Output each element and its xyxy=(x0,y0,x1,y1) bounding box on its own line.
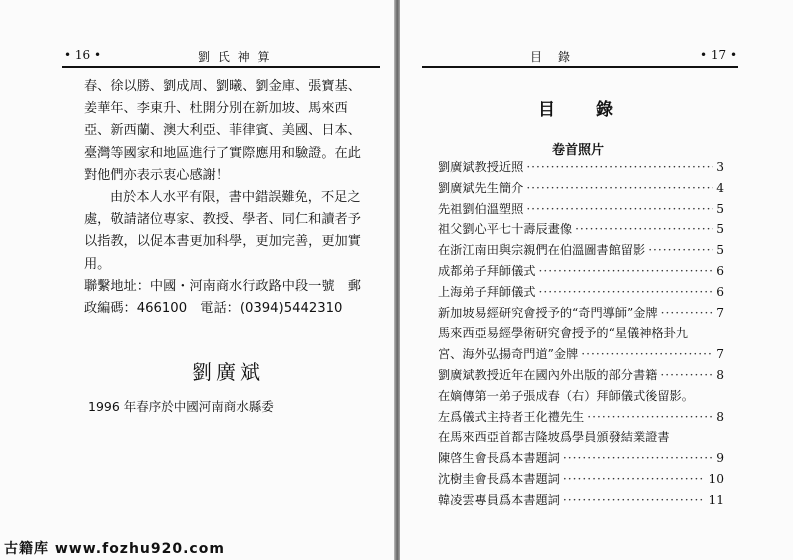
toc-entry-page: 9 xyxy=(716,451,724,466)
toc-entry[interactable] xyxy=(438,324,724,344)
toc-entry[interactable] xyxy=(438,283,724,303)
toc-leader-dots xyxy=(526,202,713,216)
toc-heading-char-1: 目 xyxy=(538,100,555,120)
paragraph-contact: 聯繫地址：中國・河南商水行政路中段一號 郵政編碼：466100 電話：(0394)5442310 xyxy=(84,278,361,317)
toc-entry[interactable] xyxy=(438,304,724,324)
toc-leader-dots xyxy=(587,410,713,424)
toc-entry[interactable] xyxy=(438,408,724,428)
toc-entry-title: 上海弟子拜師儀式 xyxy=(438,284,536,299)
toc-entry-title: 成都弟子拜師儀式 xyxy=(438,264,536,278)
toc-entry-page: 11 xyxy=(708,492,724,507)
toc-entry[interactable] xyxy=(438,345,724,365)
toc-leader-dots xyxy=(526,181,713,195)
toc-entry-page: 7 xyxy=(716,347,724,362)
left-page-number: • 16 • xyxy=(64,48,102,62)
toc-entry-page: 7 xyxy=(716,305,724,320)
toc-entry-title: 在馬來西亞首都吉隆坡爲學員頒發結業證書 xyxy=(438,430,670,445)
toc-entry-title: 劉廣斌教授近照 xyxy=(438,160,524,174)
toc-entry-title: 宮、海外弘揚奇門道”金牌 xyxy=(438,347,579,362)
toc-entry-title: 韓凌雲專員爲本書題詞 xyxy=(438,492,560,507)
left-running-title: 劉 氏 神 算 xyxy=(198,50,272,64)
toc-entry[interactable] xyxy=(438,491,724,511)
toc-entry[interactable] xyxy=(438,158,724,178)
toc-entry-title: 新加坡易經研究會授予的“奇門導師”金牌 xyxy=(438,305,658,320)
toc-section-title: 卷首照片 xyxy=(552,143,605,158)
toc-entry-page: 6 xyxy=(716,284,724,299)
toc-entry[interactable] xyxy=(438,200,724,220)
toc-entry[interactable] xyxy=(438,179,724,199)
toc-entry[interactable] xyxy=(438,428,724,448)
paragraph-modesty: 由於本人水平有限，書中錯誤難免，不足之處，敬請諸位專家、教授、學者、同仁和讀者予以指教，以促本書更加科學，更加完善，更加實用。 xyxy=(84,190,361,272)
toc-entry-page: 5 xyxy=(716,201,724,216)
toc-entry-title: 先祖劉伯溫塑照 xyxy=(438,201,524,216)
toc-entry-title: 祖父劉心平七十壽辰畫像 xyxy=(438,222,573,237)
toc-entry[interactable] xyxy=(438,387,724,407)
toc-leader-dots xyxy=(526,160,713,174)
toc-entry[interactable] xyxy=(438,449,724,469)
toc-heading-char-2: 錄 xyxy=(596,100,613,120)
toc-entry-title: 陳啓生會長爲本書題詞 xyxy=(438,451,560,466)
toc-entry-page: 6 xyxy=(716,264,724,278)
toc-entry-page: 3 xyxy=(716,160,724,174)
toc-entry-page: 8 xyxy=(716,409,724,424)
toc-entry[interactable] xyxy=(438,470,724,490)
toc-entry-title: 在浙江南田與宗親們在伯溫圖書館留影 xyxy=(438,243,646,258)
toc-entry[interactable] xyxy=(438,262,724,282)
left-page xyxy=(0,0,396,560)
right-page-number: • 17 • xyxy=(700,48,738,62)
paragraph-thanks: 春、徐以勝、劉成周、劉曦、劉金庫、張寶基、姜華年、李東升、杜開分別在新加坡、馬來西亞、新西蘭、澳大利亞、菲律賓、美國、日本、臺灣等國家和地區進行了實際應用和驗證。在此對他們亦表示衷心感謝！ xyxy=(84,79,361,183)
toc-leader-dots xyxy=(648,243,713,257)
toc-entry-page: 10 xyxy=(708,472,724,486)
toc-leader-dots xyxy=(581,347,713,361)
toc-leader-dots xyxy=(661,306,714,320)
toc-leader-dots xyxy=(563,451,713,465)
right-header-rule xyxy=(422,66,738,68)
toc-entry[interactable] xyxy=(438,220,724,240)
author-signature: 劉廣斌 xyxy=(192,360,264,384)
watermark: 古籍库 www.fozhu920.com xyxy=(4,541,225,557)
toc-leader-dots xyxy=(660,368,713,382)
toc-entry-title: 沈樹圭會長爲本書題詞 xyxy=(438,472,560,486)
toc-leader-dots xyxy=(539,285,714,299)
toc-leader-dots xyxy=(575,222,713,236)
toc-leader-dots xyxy=(539,264,714,278)
toc-entry[interactable] xyxy=(438,241,724,261)
toc-leader-dots xyxy=(563,493,706,507)
toc-entry-page: 8 xyxy=(716,368,724,382)
right-running-title: 目 錄 xyxy=(530,50,573,64)
toc-entry[interactable] xyxy=(438,366,724,386)
date-line: 1996 年春序於中國河南商水縣委 xyxy=(88,399,274,414)
toc-entry-page: 5 xyxy=(716,222,724,237)
toc-entry-title: 在嫡傳第一弟子張成春（右）拜師儀式後留影。 xyxy=(438,388,694,403)
preface-text xyxy=(84,76,374,320)
toc-entry-page: 5 xyxy=(716,243,724,258)
toc-leader-dots xyxy=(563,472,706,486)
toc-entry-title: 馬來西亞易經學術研究會授予的“星儀神格卦九 xyxy=(438,326,688,341)
left-header-rule xyxy=(62,66,380,68)
toc-entry-title: 劉廣斌教授近年在國內外出版的部分書籍 xyxy=(438,368,658,382)
toc-entry-title: 左爲儀式主持者王化禮先生 xyxy=(438,409,585,424)
toc-entry-title: 劉廣斌先生簡介 xyxy=(438,180,524,195)
toc-entry-page: 4 xyxy=(716,180,724,195)
